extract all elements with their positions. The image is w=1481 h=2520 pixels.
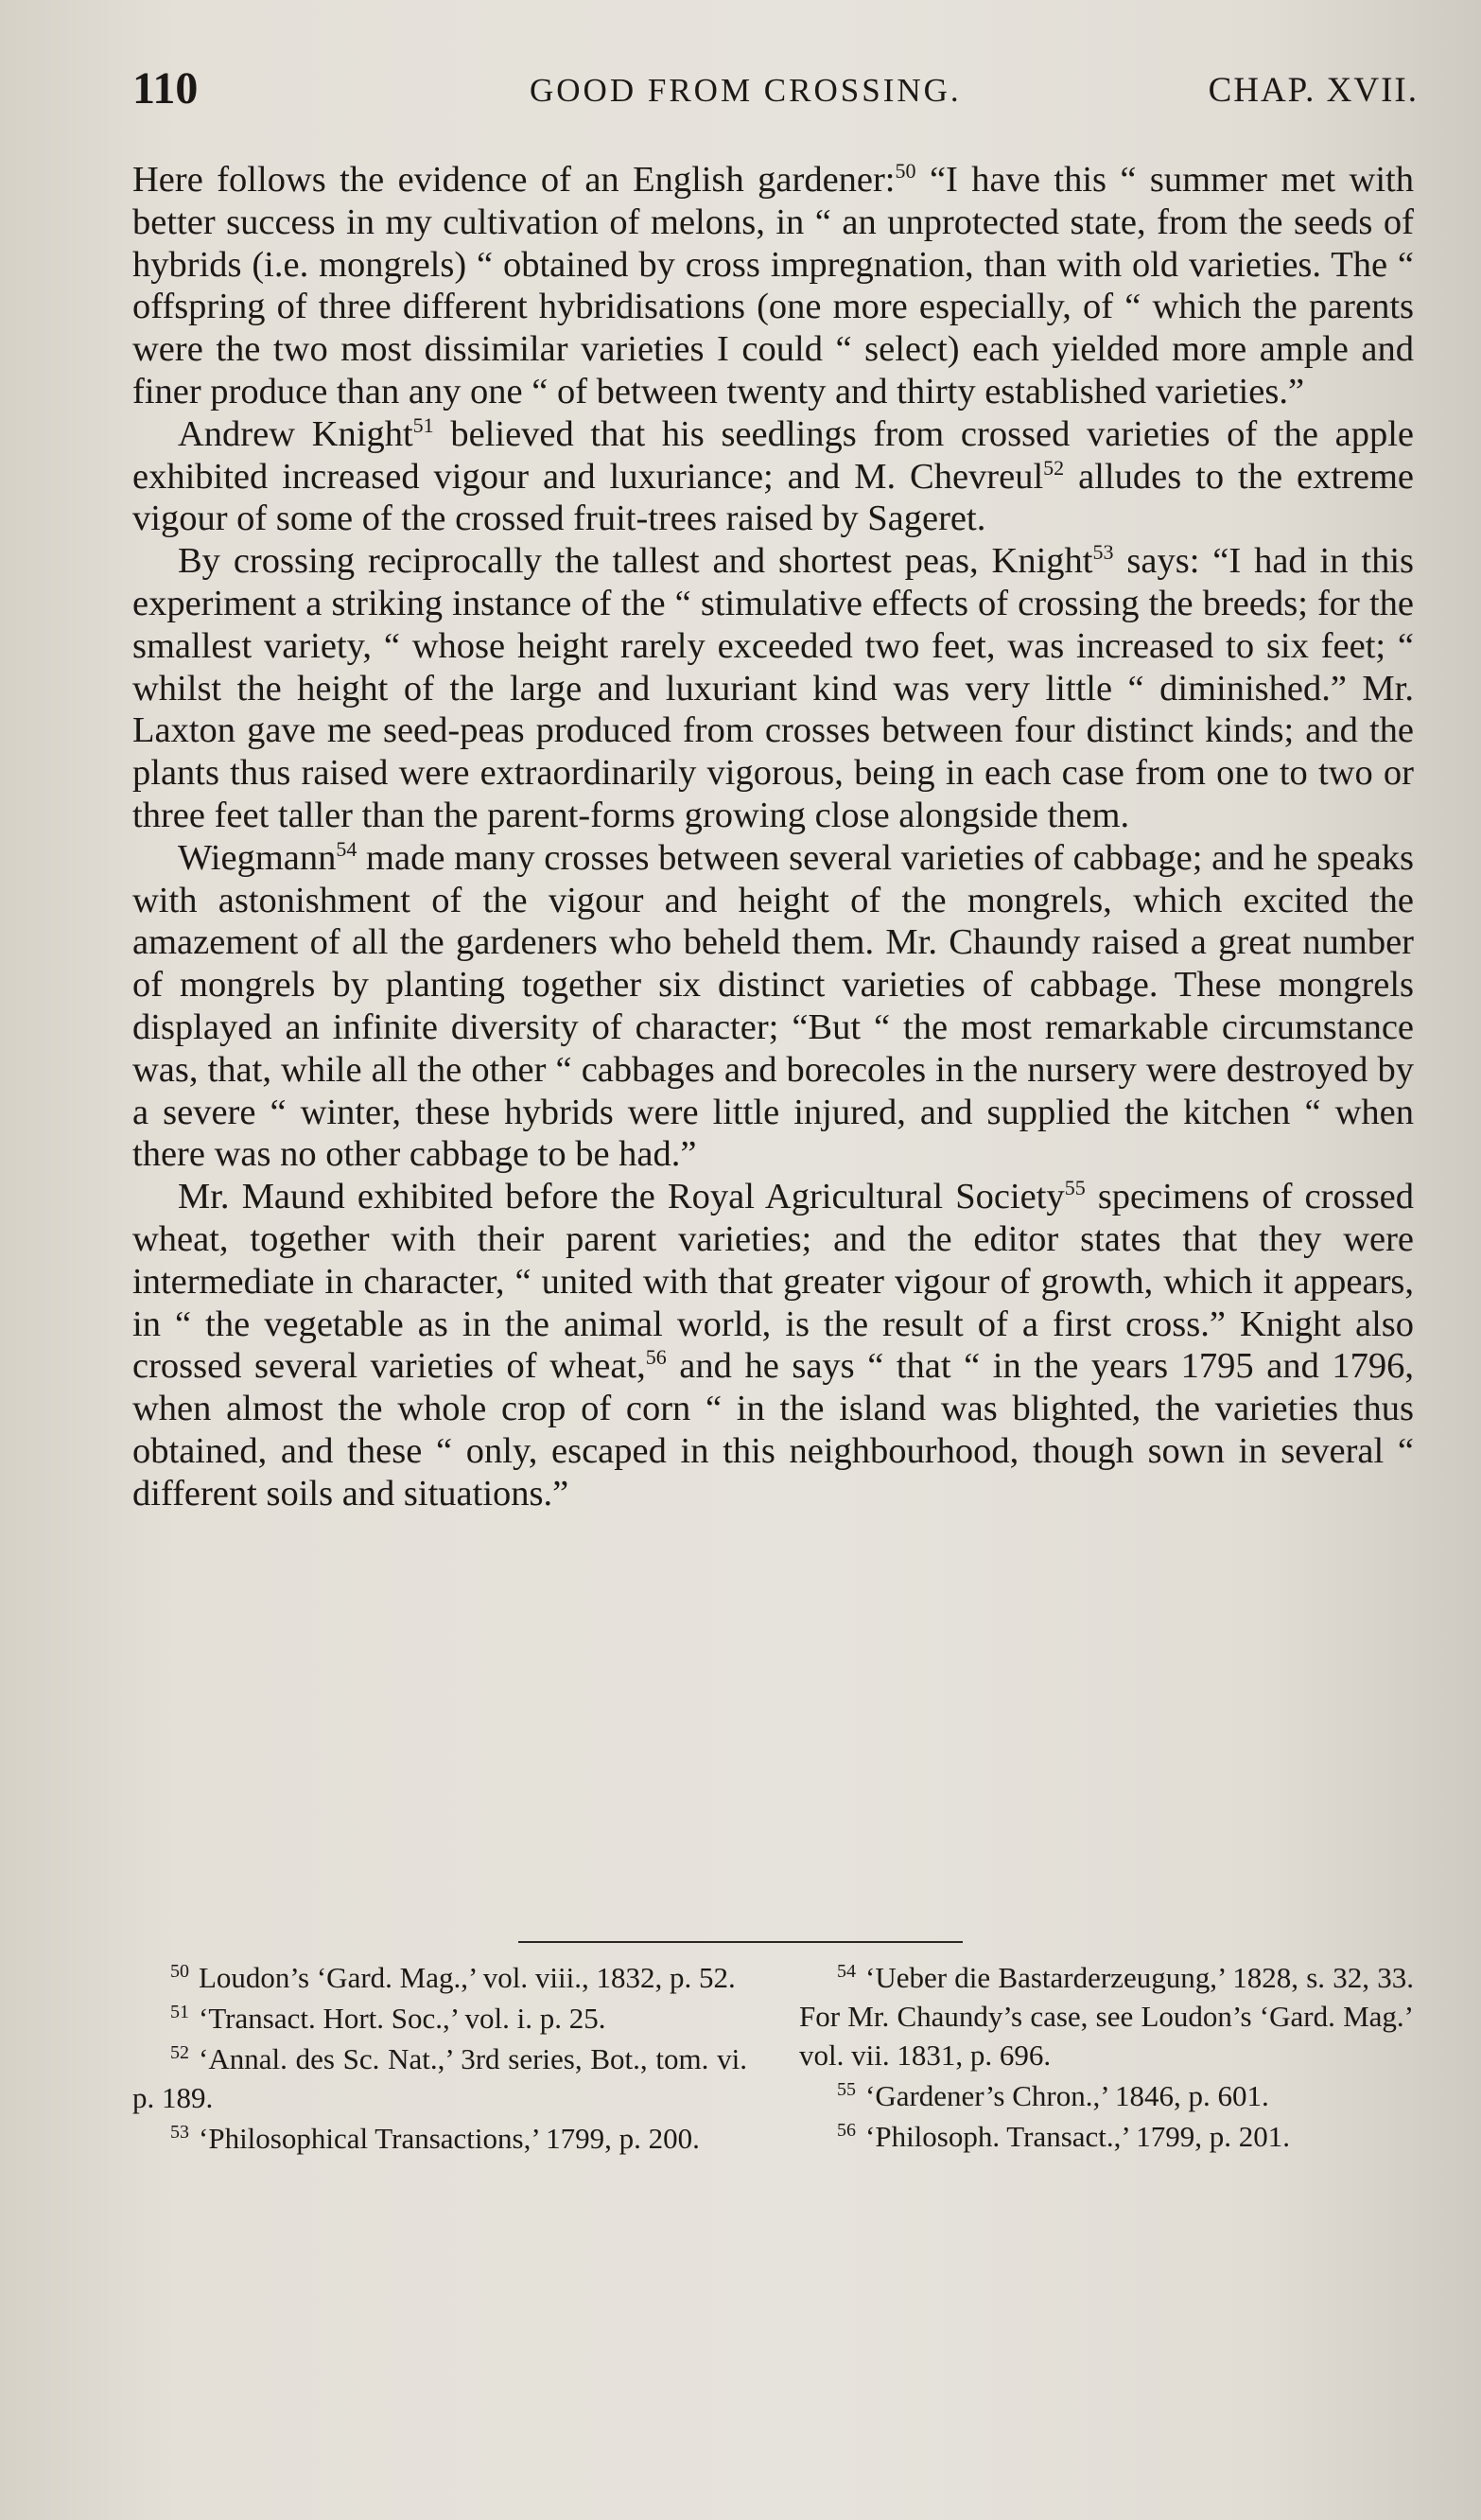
- paragraph: [132, 837, 1414, 1176]
- text-segment: Mr. Maund exhibited before the Royal Agricultural Society: [178, 1177, 1065, 1217]
- footnote-divider: [518, 1941, 963, 1943]
- text-segment: By crossing reciprocally the tallest and shortest peas, Knight: [178, 541, 1093, 582]
- paragraph: [132, 159, 1414, 413]
- footnote-reference: 53: [1092, 540, 1114, 565]
- text-segment: alludes to the extreme vigour of some of the crossed fruit-trees raised by Sageret.: [132, 456, 1415, 539]
- footnote-text: ‘Philosophical Transactions,’ 1799, p. 200.: [199, 2122, 700, 2155]
- text-segment: and he says “ that “ in the years 1795 and 1796, when almost the whole crop of corn “ in the island was blighted, the varieties thus obtained, and these “ only, escaped in this neighbourhood, though sown in several “ different soils and situations.”: [132, 1346, 1415, 1514]
- page-header: [132, 55, 1419, 121]
- footnote-text: Loudon’s ‘Gard. Mag.,’ vol. viii., 1832, p. 52.: [199, 1961, 736, 1994]
- footnote-number: 52: [170, 2041, 189, 2063]
- footnote-number: 56: [837, 2119, 856, 2141]
- footnote-number: 51: [170, 2001, 189, 2022]
- footnote-text: ‘Ueber die Bastarderzeugung,’ 1828, s. 32, 33. For Mr. Chaundy’s case, see Loudon’s ‘Gard. Mag.’ vol. vii. 1831, p. 696.: [799, 1961, 1414, 2072]
- footnote: [799, 2117, 1414, 2156]
- footnote-reference: 55: [1064, 1176, 1086, 1200]
- text-segment: made many crosses between several varieties of cabbage; and he speaks with astonishment of the vigour and height of the mongrels, which excited the amazement of all the gardeners who beheld them. Mr. Chaundy raised a great number of mongrels by planting together six distinct varieties of cabbage. These mongrels displayed an infinite diversity of character; “But “ the most remarkable circumstance was, that, while all the other “ cabbages and borecoles in the nursery were destroyed by a severe “ winter, these hybrids were little injured, and supplied the kitchen “ when there was no other cabbage to be had.”: [132, 837, 1414, 1175]
- footnote-text: ‘Transact. Hort. Soc.,’ vol. i. p. 25.: [199, 2002, 606, 2035]
- running-head: GOOD FROM CROSSING.: [530, 72, 962, 109]
- footnote-reference: 56: [645, 1345, 667, 1370]
- footnote: [132, 1999, 747, 2038]
- text-segment: Andrew Knight: [178, 413, 413, 454]
- footnote-number: 55: [837, 2078, 856, 2100]
- footnote-text: ‘Gardener’s Chron.,’ 1846, p. 601.: [865, 2079, 1269, 2112]
- text-segment: Here follows the evidence of an English gardener:: [132, 160, 896, 200]
- paragraph: [132, 1176, 1414, 1514]
- footnotes-left-column: [132, 1958, 747, 2160]
- paragraph: [132, 413, 1414, 540]
- page-number: 110: [132, 63, 199, 114]
- text-segment: “I have this “ summer met with better success in my cultivation of melons, in “ an unprotected state, from the seeds of hybrids (i.e. mongrels) “ obtained by cross impregnation, than with old varieties. The “ offspring of three different hybridisations (one more especially, of “ which the parents were the two most dissimilar varieties I could “ select) each yielded more ample and finer produce than any one “ of between twenty and thirty established varieties.”: [132, 160, 1414, 411]
- footnotes: [132, 1958, 1414, 2160]
- footnote-text: ‘Philosoph. Transact.,’ 1799, p. 201.: [865, 2120, 1290, 2153]
- footnote: [799, 1958, 1414, 2074]
- footnote: [132, 1958, 747, 1997]
- body-text: [132, 159, 1414, 1515]
- footnote: [132, 2119, 747, 2158]
- chapter-label: CHAP. XVII.: [1208, 71, 1419, 110]
- footnote-reference: 54: [336, 836, 357, 861]
- footnote-text: ‘Annal. des Sc. Nat.,’ 3rd series, Bot., tom. vi. p. 189.: [132, 2042, 747, 2114]
- footnote-number: 50: [170, 1960, 189, 1982]
- text-segment: Wiegmann: [178, 837, 337, 878]
- footnote-reference: 52: [1043, 455, 1065, 480]
- paragraph: [132, 540, 1414, 837]
- footnote-reference: 50: [895, 159, 916, 184]
- footnote: [132, 2039, 747, 2117]
- footnotes-right-column: [799, 1958, 1414, 2160]
- footnote: [799, 2076, 1414, 2115]
- footnote-number: 54: [837, 1960, 856, 1982]
- footnote-reference: 51: [412, 412, 434, 437]
- text-segment: specimens of crossed wheat, together with their parent varieties; and the editor states that they were intermediate in character, “ united with that greater vigour of growth, which it appears, in “ the vegetable as in the animal world, is the result of a first cross.” Knight also crossed several varieties of wheat,: [132, 1177, 1415, 1387]
- text-segment: believed that his seedlings from crossed varieties of the apple exhibited increased vigour and luxuriance; and M. Chevreul: [132, 413, 1414, 497]
- text-segment: says: “I had in this experiment a striking instance of the “ stimulative effects of crossing the breeds; for the smallest variety, “ whose height rarely exceeded two feet, was increased to six feet; “ whilst the height of the large and luxuriant kind was very little “ diminished.” Mr. Laxton gave me seed-peas produced from crosses between four distinct kinds; and the plants thus raised were extraordinarily vigorous, being in each case from one to two or three feet taller than the parent-forms growing close alongside them.: [132, 541, 1414, 835]
- footnote-number: 53: [170, 2121, 189, 2143]
